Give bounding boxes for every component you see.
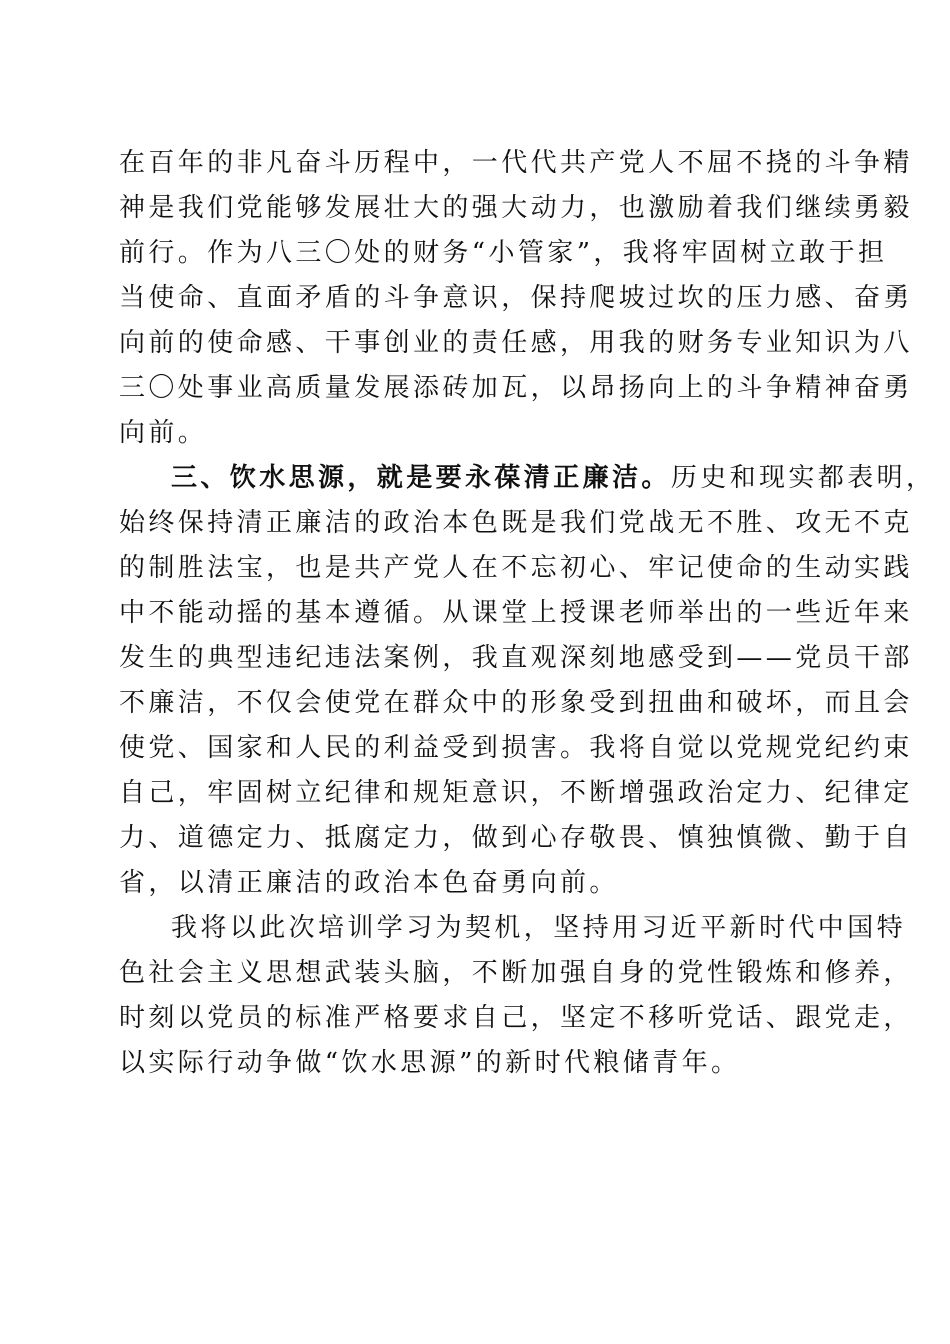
text-line: 以实际行动争做“饮水思源”的新时代粮储青年。 bbox=[119, 1048, 741, 1078]
text-line: 在百年的非凡奋斗历程中，一代代共产党人不屈不挠的斗争精 bbox=[119, 148, 913, 178]
text-line: 向前的使命感、干事创业的责任感，用我的财务专业知识为八 bbox=[119, 328, 913, 358]
text-line: 使党、国家和人民的利益受到损害。我将自觉以党规党纪约束 bbox=[119, 733, 913, 763]
text-line: 当使命、直面矛盾的斗争意识，保持爬坡过坎的压力感、奋勇 bbox=[119, 283, 913, 313]
text-line: 时刻以党员的标准严格要求自己，坚定不移听党话、跟党走， bbox=[119, 1003, 913, 1033]
text-line: 我将以此次培训学习为契机，坚持用习近平新时代中国特 bbox=[171, 913, 907, 943]
text-line: 力、道德定力、抵腐定力，做到心存敬畏、慎独慎微、勤于自 bbox=[119, 823, 913, 853]
text-line: 的制胜法宝，也是共产党人在不忘初心、牢记使命的生动实践 bbox=[119, 553, 913, 583]
text-line: 色社会主义思想武装头脑，不断加强自身的党性锻炼和修养， bbox=[119, 958, 913, 988]
text-line: 中不能动摇的基本遵循。从课堂上授课老师举出的一些近年来 bbox=[119, 598, 913, 628]
text-line: 神是我们党能够发展壮大的强大动力，也激励着我们继续勇毅 bbox=[119, 193, 913, 223]
text-segment: 历史和现实都表明， bbox=[670, 463, 936, 493]
text-line: 三〇处事业高质量发展添砖加瓦，以昂扬向上的斗争精神奋勇 bbox=[119, 373, 913, 403]
text-line: 始终保持清正廉洁的政治本色既是我们党战无不胜、攻无不克 bbox=[119, 508, 913, 538]
text-line: 不廉洁，不仅会使党在群众中的形象受到扭曲和破坏，而且会 bbox=[119, 688, 913, 718]
text-line: 自己，牢固树立纪律和规矩意识，不断增强政治定力、纪律定 bbox=[119, 778, 913, 808]
text-line: 省，以清正廉洁的政治本色奋勇向前。 bbox=[119, 868, 619, 898]
section-heading: 三、饮水思源，就是要永葆清正廉洁。 bbox=[171, 463, 671, 493]
text-line: 向前。 bbox=[119, 418, 208, 448]
section-heading-line bbox=[171, 465, 935, 491]
text-line: 前行。作为八三〇处的财务“小管家”，我将牢固树立敢于担 bbox=[119, 238, 888, 268]
text-line: 发生的典型违纪违法案例，我直观深刻地感受到——党员干部 bbox=[119, 643, 913, 673]
